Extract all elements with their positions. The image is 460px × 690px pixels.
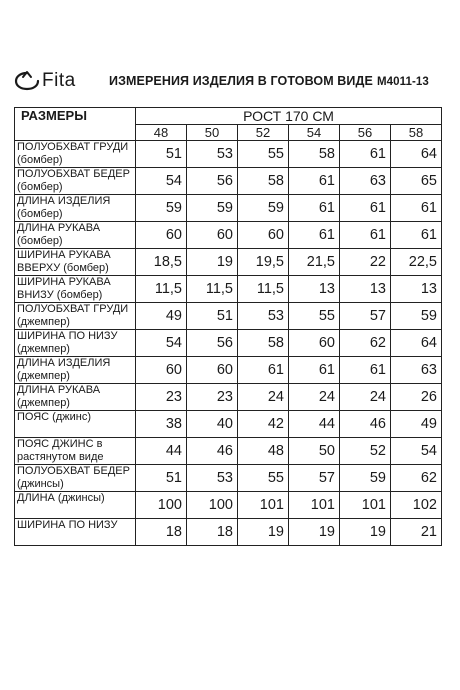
header-row [15,108,442,125]
measurement-value: 61 [289,357,340,384]
measurement-value: 61 [238,357,289,384]
measurement-value: 51 [136,465,187,492]
measurement-value: 26 [391,384,442,411]
measurement-value: 19 [238,519,289,546]
measurement-value: 57 [340,303,391,330]
table-row [15,411,442,438]
measurement-value: 21,5 [289,249,340,276]
measurement-label: ПОЛУОБХВАТ ГРУДИ (джемпер) [15,303,136,330]
measurement-value: 54 [136,330,187,357]
measurement-label: ШИРИНА ПО НИЗУ [15,519,136,546]
measurement-value: 24 [340,384,391,411]
table-row [15,492,442,519]
measurement-value: 64 [391,141,442,168]
brand-name: Fita [42,70,76,91]
brand-logo [14,70,76,92]
measurement-value: 58 [289,141,340,168]
measurement-value: 60 [187,222,238,249]
measurement-value: 50 [289,438,340,465]
measurement-value: 101 [340,492,391,519]
measurement-value: 53 [238,303,289,330]
measurement-value: 55 [238,465,289,492]
table-row [15,249,442,276]
table-row [15,141,442,168]
measurement-value: 63 [340,168,391,195]
measurement-value: 53 [187,141,238,168]
measurement-value: 19 [289,519,340,546]
measurement-value: 56 [187,330,238,357]
measurement-label: ДЛИНА (джинсы) [15,492,136,519]
measurement-value: 46 [340,411,391,438]
measurement-value: 100 [136,492,187,519]
measurement-value: 48 [238,438,289,465]
measurement-value: 13 [391,276,442,303]
measurement-value: 59 [238,195,289,222]
measurement-value: 61 [391,222,442,249]
sizes-header: РАЗМЕРЫ [15,108,136,141]
measurement-value: 18 [187,519,238,546]
measurement-value: 13 [289,276,340,303]
measurement-value: 60 [289,330,340,357]
table-row [15,276,442,303]
measurement-value: 22,5 [391,249,442,276]
measurement-value: 21 [391,519,442,546]
measurement-label: ДЛИНА РУКАВА (джемпер) [15,384,136,411]
measurement-value: 56 [187,168,238,195]
measurement-value: 62 [340,330,391,357]
measurement-value: 11,5 [187,276,238,303]
table-row [15,384,442,411]
measurement-value: 61 [340,195,391,222]
table-row [15,438,442,465]
size-50: 50 [187,125,238,141]
size-chart-table [14,107,442,546]
table-row [15,357,442,384]
measurement-value: 60 [136,222,187,249]
table-row [15,519,442,546]
measurement-value: 52 [340,438,391,465]
measurement-value: 42 [238,411,289,438]
measurement-value: 58 [238,168,289,195]
title-text: ИЗМЕРЕНИЯ ИЗДЕЛИЯ В ГОТОВОМ ВИДЕ [109,74,373,88]
size-56: 56 [340,125,391,141]
measurement-label: ПОЛУОБХВАТ ГРУДИ (бомбер) [15,141,136,168]
table-row [15,465,442,492]
measurement-value: 24 [289,384,340,411]
fita-logo-icon [14,70,40,92]
measurement-value: 53 [187,465,238,492]
measurement-value: 55 [289,303,340,330]
measurement-value: 49 [136,303,187,330]
measurement-value: 49 [391,411,442,438]
measurement-value: 61 [289,195,340,222]
table-row [15,330,442,357]
measurement-label: ПОЯС (джинс) [15,411,136,438]
height-header: РОСТ 170 СМ [136,108,442,125]
size-52: 52 [238,125,289,141]
measurement-value: 63 [391,357,442,384]
measurement-value: 55 [238,141,289,168]
size-58: 58 [391,125,442,141]
measurement-value: 60 [187,357,238,384]
measurement-value: 59 [391,303,442,330]
table-row [15,195,442,222]
measurement-value: 54 [391,438,442,465]
measurement-value: 51 [136,141,187,168]
measurement-value: 51 [187,303,238,330]
measurement-value: 24 [238,384,289,411]
measurement-value: 13 [340,276,391,303]
page-title [109,74,429,88]
measurement-value: 101 [289,492,340,519]
measurement-value: 58 [238,330,289,357]
measurement-label: ПОЯС ДЖИНС в растянутом виде [15,438,136,465]
measurement-label: ПОЛУОБХВАТ БЕДЕР (бомбер) [15,168,136,195]
measurement-value: 60 [238,222,289,249]
measurement-value: 59 [187,195,238,222]
model-code: М4011-13 [376,76,429,88]
measurement-value: 61 [289,222,340,249]
measurement-value: 40 [187,411,238,438]
table-row [15,168,442,195]
measurement-value: 11,5 [238,276,289,303]
measurement-value: 22 [340,249,391,276]
measurement-value: 60 [136,357,187,384]
measurement-value: 61 [391,195,442,222]
measurement-value: 23 [187,384,238,411]
measurement-value: 44 [289,411,340,438]
measurement-value: 61 [340,357,391,384]
measurement-value: 54 [136,168,187,195]
measurement-value: 46 [187,438,238,465]
size-54: 54 [289,125,340,141]
measurement-value: 57 [289,465,340,492]
measurement-value: 44 [136,438,187,465]
measurement-label: ДЛИНА ИЗДЕЛИЯ (бомбер) [15,195,136,222]
measurement-value: 100 [187,492,238,519]
measurement-value: 61 [289,168,340,195]
measurement-value: 11,5 [136,276,187,303]
measurement-label: ДЛИНА ИЗДЕЛИЯ (джемпер) [15,357,136,384]
measurement-label: ПОЛУОБХВАТ БЕДЕР (джинсы) [15,465,136,492]
measurement-value: 65 [391,168,442,195]
measurement-value: 59 [340,465,391,492]
measurement-value: 19 [187,249,238,276]
measurement-value: 19,5 [238,249,289,276]
measurement-value: 102 [391,492,442,519]
measurement-value: 61 [340,222,391,249]
measurement-value: 18,5 [136,249,187,276]
measurement-value: 64 [391,330,442,357]
table-row [15,222,442,249]
measurement-label: ДЛИНА РУКАВА (бомбер) [15,222,136,249]
measurement-value: 23 [136,384,187,411]
page-header [14,70,454,94]
measurement-value: 61 [340,141,391,168]
measurement-value: 59 [136,195,187,222]
measurement-value: 19 [340,519,391,546]
measurement-value: 62 [391,465,442,492]
table-row [15,303,442,330]
measurement-value: 18 [136,519,187,546]
measurement-value: 101 [238,492,289,519]
measurement-label: ШИРИНА РУКАВА ВВЕРХУ (бомбер) [15,249,136,276]
measurement-label: ШИРИНА РУКАВА ВНИЗУ (бомбер) [15,276,136,303]
measurement-value: 38 [136,411,187,438]
size-48: 48 [136,125,187,141]
measurement-label: ШИРИНА ПО НИЗУ (джемпер) [15,330,136,357]
